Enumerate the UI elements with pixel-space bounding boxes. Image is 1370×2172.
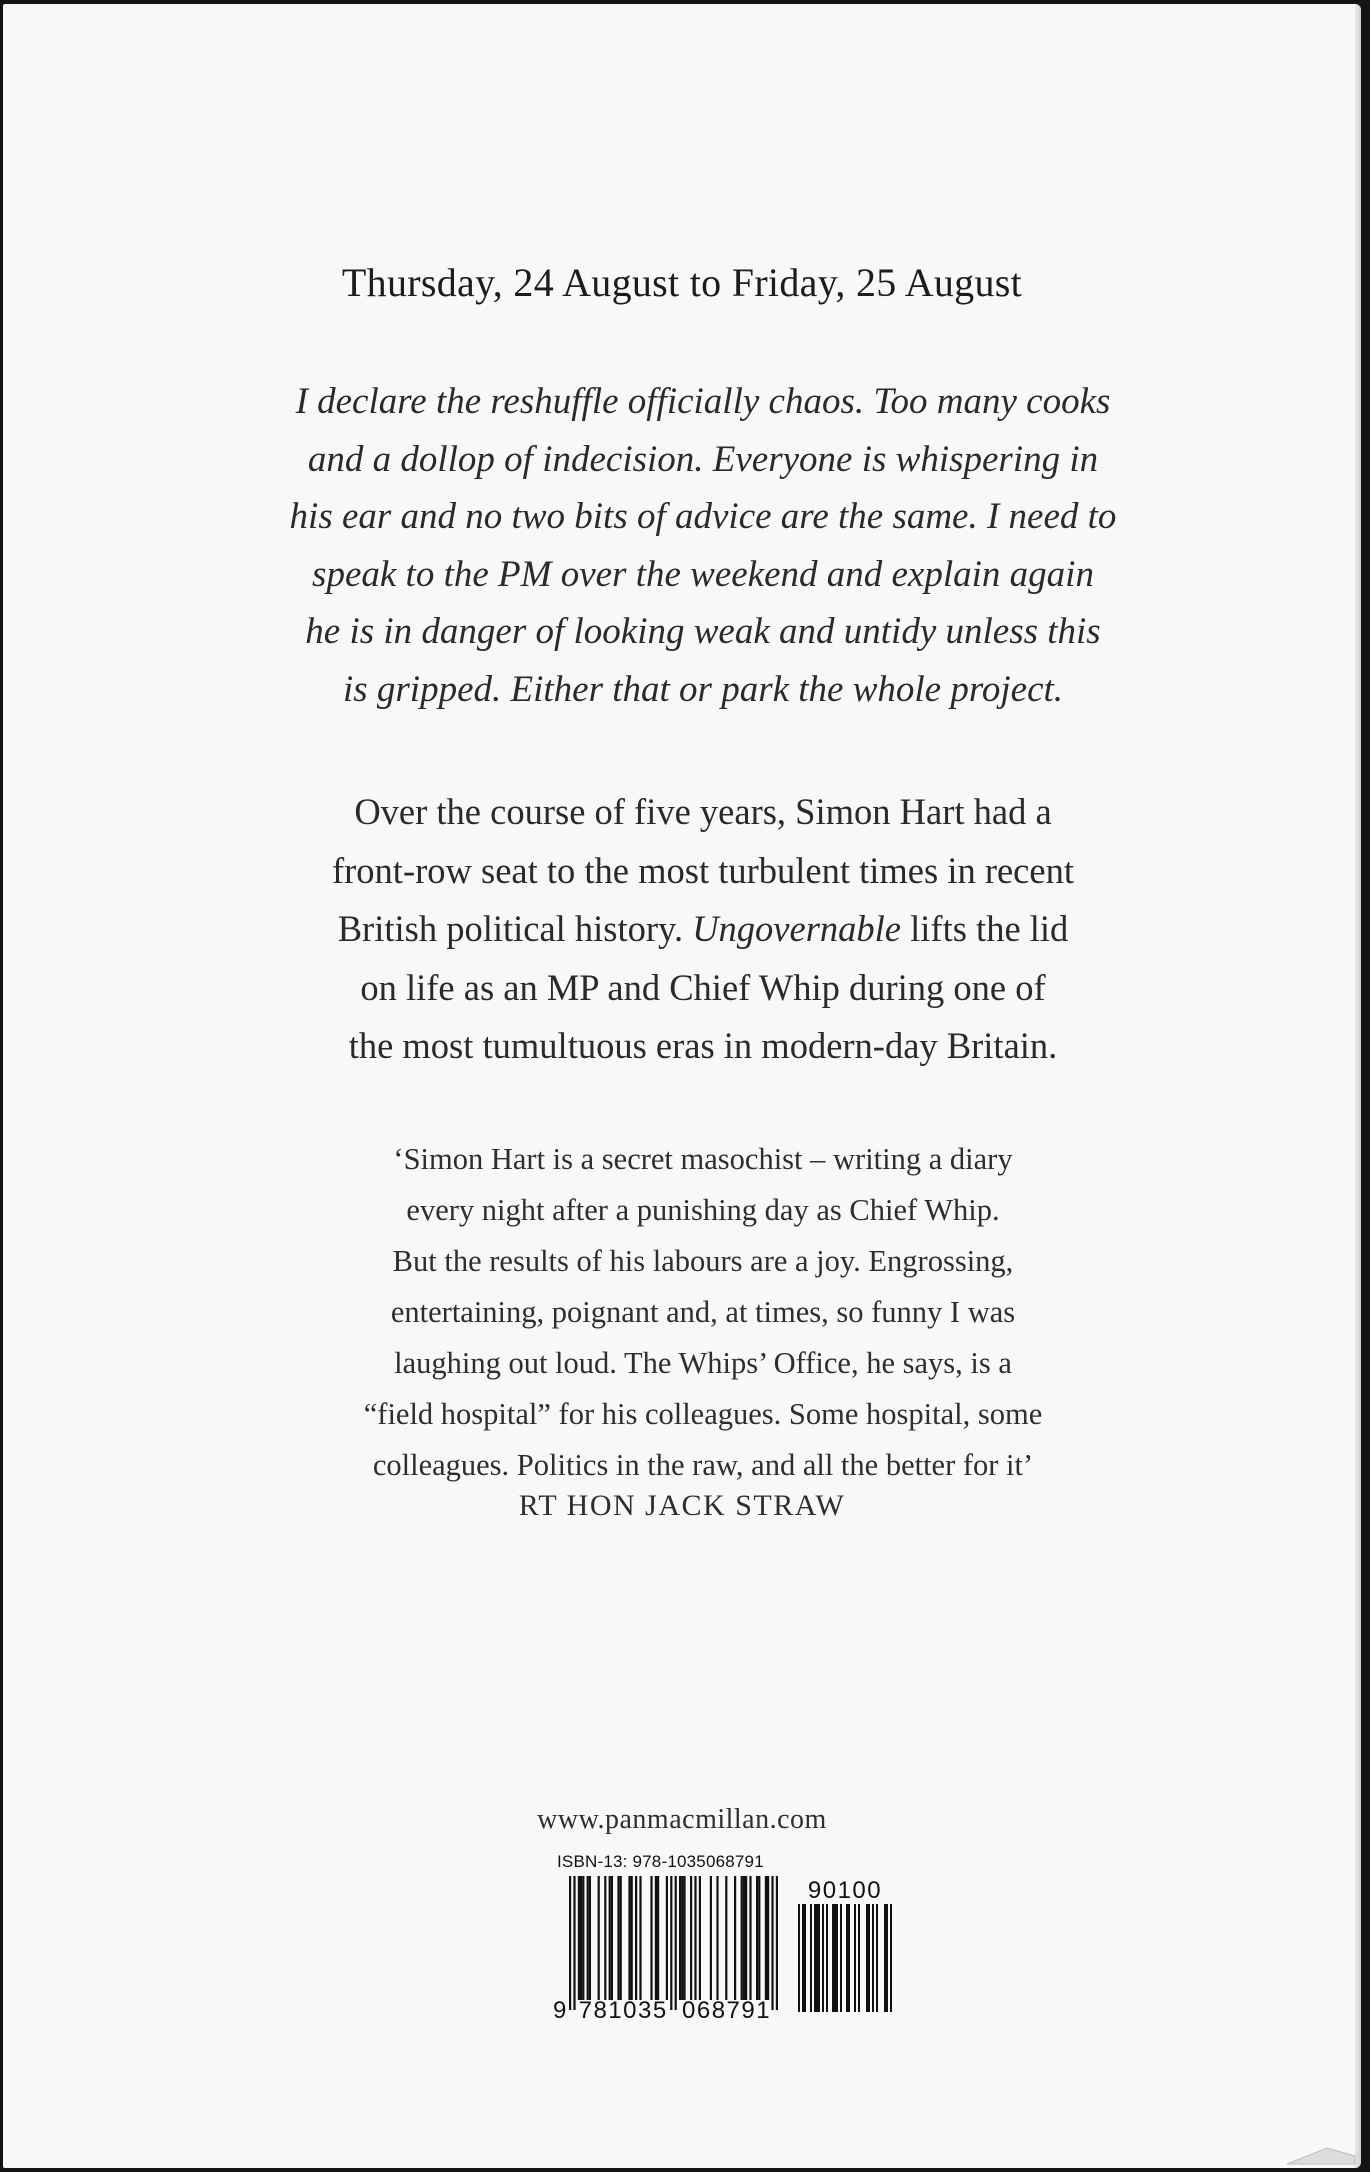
addon-bar (872, 1904, 874, 2012)
diary-excerpt-line: he is in danger of looking weak and untidy unless this (305, 611, 1101, 652)
barcode-bar (749, 1876, 751, 2000)
barcode-bar (745, 1876, 747, 2000)
barcode-bar (716, 1876, 718, 2000)
barcode-bar (609, 1876, 611, 2000)
barcode-bar (631, 1876, 633, 2000)
book-title: Ungovernable (692, 908, 902, 949)
blurb-line: Over the course of five years, Simon Hart had a (354, 791, 1052, 832)
addon-bar (822, 1904, 824, 2012)
review-line: every night after a punishing day as Chief Whip. (406, 1193, 1000, 1227)
blurb-line: front-row seat to the most turbulent times in recent (332, 849, 1074, 891)
barcode-bar (699, 1876, 701, 2000)
barcode-bar (578, 1876, 580, 2000)
barcode-bar (765, 1876, 767, 2000)
barcode-bar (725, 1876, 727, 2000)
review-line: entertaining, poignant and, at times, so funny I was (390, 1295, 1016, 1329)
isbn-barcode (549, 1852, 913, 2032)
diary-excerpt-line: speak to the PM over the weekend and explain again (312, 553, 1094, 595)
barcode-bar (694, 1876, 696, 2000)
review-line: laughing out loud. The Whips’ Office, he says, is a (394, 1346, 1012, 1380)
barcode-graphic (549, 1852, 913, 2032)
barcode-bar (655, 1876, 657, 2000)
addon-bar (834, 1904, 836, 2012)
diary-excerpt-line: I declare the reshuffle officially chaos. Too many cooks (295, 381, 1111, 422)
addon-bar (876, 1904, 878, 2012)
barcode-bar (758, 1876, 760, 2000)
barcode-bar (617, 1876, 619, 2000)
addon-bar (804, 1904, 806, 2012)
diary-entry-date-heading: Thursday, 24 August to Friday, 25 August (341, 260, 1023, 305)
publisher-website: www.panmacmillan.com (537, 1804, 827, 1835)
barcode-bar (635, 1876, 637, 2000)
book-back-cover (3, 4, 1361, 2168)
barcode-bar (587, 1876, 589, 2000)
addon-bar (866, 1904, 868, 2012)
barcode-bar (639, 1876, 641, 2000)
barcode-bar (690, 1876, 692, 2000)
review-quote (303, 1134, 1103, 1491)
barcode-bar (776, 1876, 778, 2010)
addon-bar (890, 1904, 892, 2012)
addon-bar (848, 1904, 850, 2012)
addon-bar (818, 1904, 820, 2012)
barcode-bar (741, 1876, 743, 2000)
review-attribution: RT HON JACK STRAW (518, 1489, 846, 1522)
barcode-bar (679, 1876, 681, 2000)
barcode-bar (743, 1876, 745, 2000)
addon-bar (886, 1904, 888, 2012)
addon-bar (836, 1904, 838, 2012)
barcode-bar (628, 1876, 630, 2000)
barcode-bar (670, 1876, 672, 2010)
review-line: ‘Simon Hart is a secret masochist – writing a diary (393, 1142, 1013, 1176)
diary-excerpt (223, 373, 1183, 718)
addon-bar (810, 1904, 812, 2012)
addon-bar (868, 1904, 870, 2012)
addon-bar (826, 1904, 828, 2012)
addon-bar (814, 1904, 816, 2012)
barcode-bar (681, 1876, 683, 2000)
diary-excerpt-line: and a dollop of indecision. Everyone is whispering in (307, 438, 1099, 480)
book-blurb (223, 783, 1183, 1076)
barcode-bar (767, 1876, 769, 2000)
addon-bar (798, 1904, 800, 2012)
isbn-label: ISBN-13: 978-1035068791 (557, 1852, 764, 1871)
barcode-bar (657, 1876, 659, 2000)
barcode-bar (604, 1876, 606, 2000)
addon-bar (846, 1904, 848, 2012)
corner-wear-mark (1267, 2126, 1357, 2166)
barcode-bar (611, 1876, 613, 2000)
addon-bar (884, 1904, 886, 2012)
barcode-left-digits: 781035 (578, 1997, 668, 2024)
addon-bar (832, 1904, 834, 2012)
review-line: colleagues. Politics in the raw, and all the better for it’ (372, 1448, 1034, 1482)
addon-bar (802, 1904, 804, 2012)
addon-bar (816, 1904, 818, 2012)
barcode-bar (771, 1876, 773, 2010)
barcode-right-digits: 068791 (682, 1997, 772, 2024)
addon-bar (858, 1904, 860, 2012)
barcode-addon-digits: 90100 (807, 1877, 883, 1904)
blurb-text: British political history. (337, 908, 693, 949)
barcode-bar (569, 1876, 571, 2010)
cover-edge (1355, 4, 1361, 2168)
diary-excerpt-line: is gripped. Either that or park the whole project. (342, 668, 1064, 710)
diary-excerpt-line: his ear and no two bits of advice are the same. I need to (289, 496, 1117, 537)
blurb-line (223, 900, 1183, 959)
addon-bar (854, 1904, 856, 2012)
barcode-bar (598, 1876, 600, 2000)
review-line: “field hospital” for his colleagues. Some hospital, some (363, 1397, 1043, 1431)
barcode-bar (573, 1876, 575, 2010)
barcode-bar (666, 1876, 668, 2000)
barcode-bar (734, 1876, 736, 2000)
addon-bar (840, 1904, 842, 2012)
barcode-bar (582, 1876, 584, 2000)
blurb-line: the most tumultuous eras in modern-day Britain. (348, 1025, 1058, 1066)
blurb-text: lifts the lid (901, 908, 1069, 949)
barcode-first-digit: 9 (553, 1997, 568, 2024)
barcode-bar (620, 1876, 622, 2000)
barcode-bar (675, 1876, 677, 2010)
barcode-bar (756, 1876, 758, 2000)
barcode-bar (710, 1876, 712, 2000)
barcode-bar (589, 1876, 591, 2000)
barcode-bar (580, 1876, 582, 2000)
blurb-line: on life as an MP and Chief Whip during one of (360, 966, 1046, 1008)
review-line: But the results of his labours are a joy. Engrossing, (392, 1244, 1014, 1278)
barcode-bar (683, 1876, 685, 2000)
barcode-bar (650, 1876, 652, 2000)
